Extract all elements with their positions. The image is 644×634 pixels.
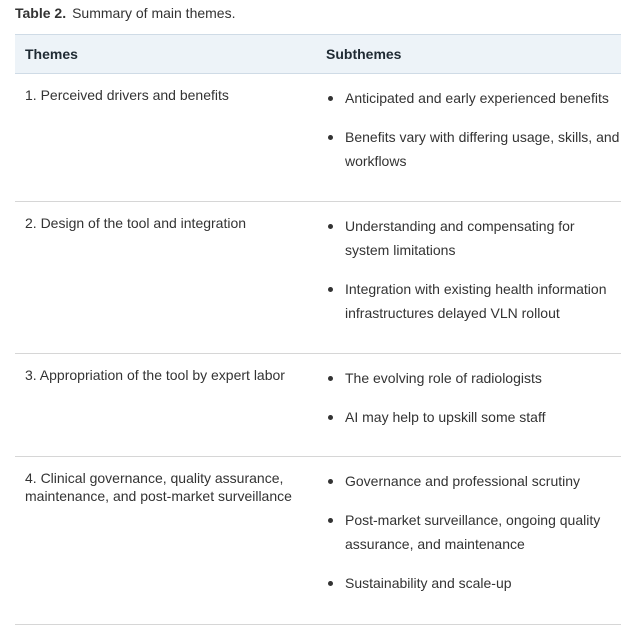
table-row <box>15 74 621 202</box>
subtheme-text: Post-market surveillance, ongoing quality assurance, and maintenance <box>345 512 601 552</box>
document-page <box>0 4 644 634</box>
themes-column-header: Themes <box>25 46 78 62</box>
subtheme-item <box>326 214 621 262</box>
subthemes-column-header: Subthemes <box>326 46 402 62</box>
subthemes-cell <box>316 202 621 353</box>
theme-cell: 2. Design of the tool and integration <box>25 215 247 231</box>
table-row <box>15 202 621 354</box>
subtheme-item <box>326 86 621 110</box>
bullet-icon <box>328 96 333 101</box>
bullet-icon <box>328 135 333 140</box>
subtheme-item <box>326 366 621 390</box>
subtheme-text: The evolving role of radiologists <box>345 370 542 386</box>
subtheme-item <box>326 571 621 595</box>
subtheme-item <box>326 405 621 429</box>
subtheme-text: Governance and professional scrutiny <box>345 473 581 489</box>
themes-table <box>15 34 621 625</box>
bullet-icon <box>328 479 333 484</box>
subtheme-list <box>326 74 621 173</box>
table-caption-text: Summary of main themes. <box>72 5 236 21</box>
bullet-icon <box>328 287 333 292</box>
subtheme-text: Benefits vary with differing usage, skills, and workflows <box>345 129 620 169</box>
bullet-icon <box>328 376 333 381</box>
subtheme-list <box>326 202 621 325</box>
subthemes-cell <box>316 354 621 456</box>
subtheme-item <box>326 277 621 325</box>
table-row <box>15 354 621 457</box>
subtheme-item <box>326 125 621 173</box>
theme-cell: 3. Appropriation of the tool by expert labor <box>25 367 285 383</box>
table-caption-label: Table 2. <box>15 5 67 21</box>
subtheme-item <box>326 469 621 493</box>
table-header-row <box>15 34 621 74</box>
table-caption <box>15 4 621 22</box>
bullet-icon <box>328 224 333 229</box>
bullet-icon <box>328 415 333 420</box>
subtheme-text: Understanding and compensating for system limitations <box>345 218 575 258</box>
subtheme-list <box>326 457 621 595</box>
subtheme-list <box>326 354 621 429</box>
table-row <box>15 457 621 625</box>
theme-cell: 1. Perceived drivers and benefits <box>25 87 229 103</box>
subtheme-text: Anticipated and early experienced benefits <box>345 90 609 106</box>
subthemes-cell <box>316 457 621 624</box>
bullet-icon <box>328 581 333 586</box>
subtheme-text: Sustainability and scale-up <box>345 575 512 591</box>
subthemes-cell <box>316 74 621 201</box>
subtheme-text: Integration with existing health information infrastructures delayed VLN rollout <box>345 281 607 321</box>
subtheme-text: AI may help to upskill some staff <box>345 409 546 425</box>
theme-cell: 4. Clinical governance, quality assurance, maintenance, and post-market surveillance <box>25 470 292 504</box>
bullet-icon <box>328 518 333 523</box>
subtheme-item <box>326 508 621 556</box>
